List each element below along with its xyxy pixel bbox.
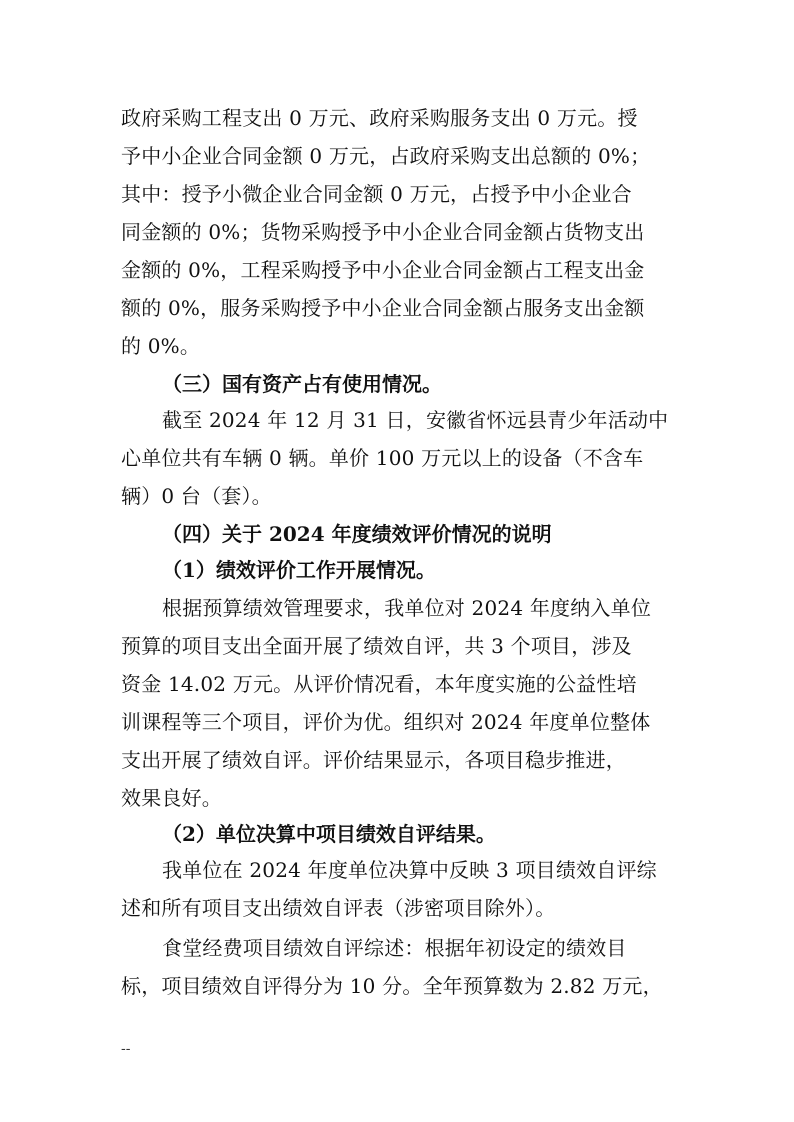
paragraph-line: 政府采购工程支出 0 万元、政府采购服务支出 0 万元。授	[121, 106, 638, 130]
paragraph-line: 截至 2024 年 12 月 31 日，安徽省怀远县青少年活动中	[162, 408, 669, 432]
paragraph-line: 资金 14.02 万元。从评价情况看，本年度实施的公益性培	[121, 672, 637, 696]
paragraph-line: 支出开展了绩效自评。评价结果显示，各项目稳步推进，	[121, 748, 626, 772]
paragraph-line: 其中：授予小微企业合同金额 0 万元，占授予中小企业合	[121, 182, 632, 206]
paragraph-line: 额的 0%，服务采购授予中小企业合同金额占服务支出金额	[121, 296, 645, 320]
subsection-heading-2: （2）单位决算中项目绩效自评结果。	[162, 822, 496, 846]
paragraph-line: 予中小企业合同金额 0 万元，占政府采购支出总额的 0%；	[121, 144, 651, 168]
paragraph-line: 的 0%。	[121, 334, 201, 358]
paragraph-line: 标，项目绩效自评得分为 10 分。全年预算数为 2.82 万元，	[121, 974, 663, 998]
paragraph-line: 预算的项目支出全面开展了绩效自评，共 3 个项目，涉及	[121, 634, 632, 658]
section-heading-assets: （三）国有资产占有使用情况。	[162, 372, 442, 396]
paragraph-line: 同金额的 0%；货物采购授予中小企业合同金额占货物支出	[121, 220, 645, 244]
paragraph-line: 述和所有项目支出绩效自评表（涉密项目除外）。	[121, 896, 556, 920]
paragraph-line: 根据预算绩效管理要求，我单位对 2024 年度纳入单位	[162, 596, 652, 620]
paragraph-line: 食堂经费项目绩效自评综述：根据年初设定的绩效目	[162, 936, 627, 960]
paragraph-line: 心单位共有车辆 0 辆。单价 100 万元以上的设备（不含车	[121, 446, 644, 470]
paragraph-line: 我单位在 2024 年度单位决算中反映 3 项目绩效自评综	[162, 858, 657, 882]
subsection-heading-1: （1）绩效评价工作开展情况。	[162, 558, 436, 582]
footer-mark: --	[121, 1041, 131, 1057]
paragraph-line: 训课程等三个项目，评价为优。组织对 2024 年度单位整体	[121, 710, 651, 734]
section-heading-performance: （四）关于 2024 年度绩效评价情况的说明	[162, 522, 552, 546]
paragraph-line: 金额的 0%，工程采购授予中小企业合同金额占工程支出金	[121, 258, 645, 282]
paragraph-line: 辆）0 台（套）。	[121, 484, 272, 508]
paragraph-line: 效果良好。	[121, 786, 222, 810]
